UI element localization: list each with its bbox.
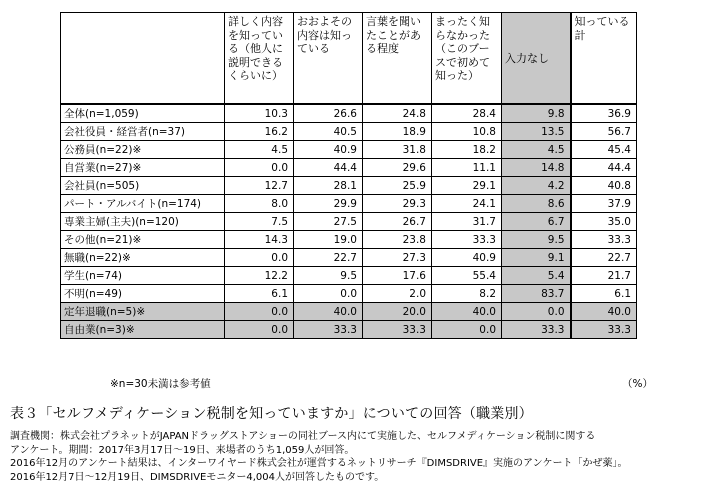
unit-label: （%） <box>622 378 653 390</box>
row-label: 学生(n=74) <box>61 267 225 285</box>
value-cell: 33.3 <box>363 321 432 339</box>
row-label: 定年退職(n=5)※ <box>61 303 225 321</box>
value-cell: 37.9 <box>571 195 637 213</box>
table-row <box>61 104 637 123</box>
table-row <box>61 195 637 213</box>
note-line: 調査機関：株式会社プラネットがJAPANドラッグストアショーの同社ブース内にて実施した、セルフメディケーション税制に関する <box>10 431 596 442</box>
value-cell: 44.4 <box>294 159 363 177</box>
table-row <box>61 321 637 339</box>
value-cell: 14.8 <box>502 159 571 177</box>
row-label: パート・アルバイト(n=174) <box>61 195 225 213</box>
value-cell: 56.7 <box>571 123 637 141</box>
value-cell: 0.0 <box>432 321 502 339</box>
table-row <box>61 213 637 231</box>
value-cell: 16.2 <box>225 123 294 141</box>
value-cell: 33.3 <box>432 231 502 249</box>
value-cell: 0.0 <box>225 249 294 267</box>
value-cell: 35.0 <box>571 213 637 231</box>
table-row <box>61 267 637 285</box>
value-cell: 9.5 <box>502 231 571 249</box>
value-cell: 40.9 <box>432 249 502 267</box>
value-cell: 4.2 <box>502 177 571 195</box>
value-cell: 10.3 <box>225 104 294 123</box>
value-cell: 29.3 <box>363 195 432 213</box>
value-cell: 33.3 <box>571 321 637 339</box>
row-label: 自由業(n=3)※ <box>61 321 225 339</box>
value-cell: 45.4 <box>571 141 637 159</box>
value-cell: 19.0 <box>294 231 363 249</box>
value-cell: 40.0 <box>571 303 637 321</box>
value-cell: 8.6 <box>502 195 571 213</box>
value-cell: 0.0 <box>502 303 571 321</box>
value-cell: 27.3 <box>363 249 432 267</box>
column-header: 知っている計 <box>571 13 637 105</box>
table-row <box>61 303 637 321</box>
row-label: 会社役員・経営者(n=37) <box>61 123 225 141</box>
value-cell: 27.5 <box>294 213 363 231</box>
value-cell: 14.3 <box>225 231 294 249</box>
table-row <box>61 141 637 159</box>
value-cell: 40.0 <box>432 303 502 321</box>
column-header: 入力なし <box>502 13 571 105</box>
value-cell: 9.5 <box>294 267 363 285</box>
value-cell: 22.7 <box>294 249 363 267</box>
survey-notes <box>10 430 710 484</box>
reference-footnote: ※n=30未満は参考値 <box>110 378 211 390</box>
value-cell: 33.3 <box>571 231 637 249</box>
row-label: 無職(n=22)※ <box>61 249 225 267</box>
value-cell: 9.8 <box>502 104 571 123</box>
value-cell: 40.0 <box>294 303 363 321</box>
note-line: アンケート。期間：2017年3月17日〜19日、来場者のうち1,059人が回答。 <box>10 444 355 456</box>
value-cell: 55.4 <box>432 267 502 285</box>
value-cell: 28.1 <box>294 177 363 195</box>
row-label: その他(n=21)※ <box>61 231 225 249</box>
value-cell: 44.4 <box>571 159 637 177</box>
value-cell: 28.4 <box>432 104 502 123</box>
value-cell: 24.8 <box>363 104 432 123</box>
header-corner <box>61 13 225 105</box>
value-cell: 24.1 <box>432 195 502 213</box>
value-cell: 17.6 <box>363 267 432 285</box>
value-cell: 40.5 <box>294 123 363 141</box>
column-header: まったく知らなかった（このブースで初めて知った） <box>432 13 502 105</box>
value-cell: 10.8 <box>432 123 502 141</box>
value-cell: 6.7 <box>502 213 571 231</box>
value-cell: 29.6 <box>363 159 432 177</box>
value-cell: 26.6 <box>294 104 363 123</box>
value-cell: 20.0 <box>363 303 432 321</box>
value-cell: 33.3 <box>502 321 571 339</box>
row-label: 不明(n=49) <box>61 285 225 303</box>
value-cell: 8.2 <box>432 285 502 303</box>
row-label: 専業主婦(主夫)(n=120) <box>61 213 225 231</box>
value-cell: 8.0 <box>225 195 294 213</box>
value-cell: 6.1 <box>571 285 637 303</box>
column-header: おおよその内容は知っている <box>294 13 363 105</box>
row-label: 全体(n=1,059) <box>61 104 225 123</box>
value-cell: 11.1 <box>432 159 502 177</box>
value-cell: 7.5 <box>225 213 294 231</box>
value-cell: 4.5 <box>502 141 571 159</box>
value-cell: 23.8 <box>363 231 432 249</box>
value-cell: 18.2 <box>432 141 502 159</box>
value-cell: 2.0 <box>363 285 432 303</box>
value-cell: 0.0 <box>225 159 294 177</box>
value-cell: 40.9 <box>294 141 363 159</box>
table-row <box>61 123 637 141</box>
table-row <box>61 249 637 267</box>
note-line: 2016年12月7日〜12月19日、DIMSDRIVEモニター4,004人が回答したものです。 <box>10 471 385 483</box>
value-cell: 12.7 <box>225 177 294 195</box>
row-label: 公務員(n=22)※ <box>61 141 225 159</box>
value-cell: 9.1 <box>502 249 571 267</box>
column-header: 詳しく内容を知っている（他人に説明できるくらいに） <box>225 13 294 105</box>
table-row <box>61 231 637 249</box>
column-header: 言葉を聞いたことがある程度 <box>363 13 432 105</box>
value-cell: 0.0 <box>225 321 294 339</box>
value-cell: 13.5 <box>502 123 571 141</box>
value-cell: 29.9 <box>294 195 363 213</box>
table-row <box>61 177 637 195</box>
row-label: 会社員(n=505) <box>61 177 225 195</box>
note-line: 2016年12月のアンケート結果は、インターワイヤード株式会社が運営するネットリサーチ『DIMSDRIVE』実施のアンケート「かぜ薬」。 <box>10 458 628 469</box>
row-label: 自営業(n=27)※ <box>61 159 225 177</box>
value-cell: 18.9 <box>363 123 432 141</box>
value-cell: 21.7 <box>571 267 637 285</box>
value-cell: 36.9 <box>571 104 637 123</box>
value-cell: 4.5 <box>225 141 294 159</box>
value-cell: 26.7 <box>363 213 432 231</box>
value-cell: 33.3 <box>294 321 363 339</box>
value-cell: 12.2 <box>225 267 294 285</box>
occupation-table <box>60 12 637 339</box>
table-caption: 表３「セルフメディケーション税制を知っていますか」についての回答（職業別） <box>10 406 533 422</box>
value-cell: 31.7 <box>432 213 502 231</box>
value-cell: 0.0 <box>225 303 294 321</box>
value-cell: 83.7 <box>502 285 571 303</box>
value-cell: 22.7 <box>571 249 637 267</box>
value-cell: 5.4 <box>502 267 571 285</box>
value-cell: 29.1 <box>432 177 502 195</box>
value-cell: 6.1 <box>225 285 294 303</box>
table-row <box>61 285 637 303</box>
header-row <box>61 13 637 105</box>
value-cell: 0.0 <box>294 285 363 303</box>
value-cell: 31.8 <box>363 141 432 159</box>
value-cell: 40.8 <box>571 177 637 195</box>
value-cell: 25.9 <box>363 177 432 195</box>
table-row <box>61 159 637 177</box>
